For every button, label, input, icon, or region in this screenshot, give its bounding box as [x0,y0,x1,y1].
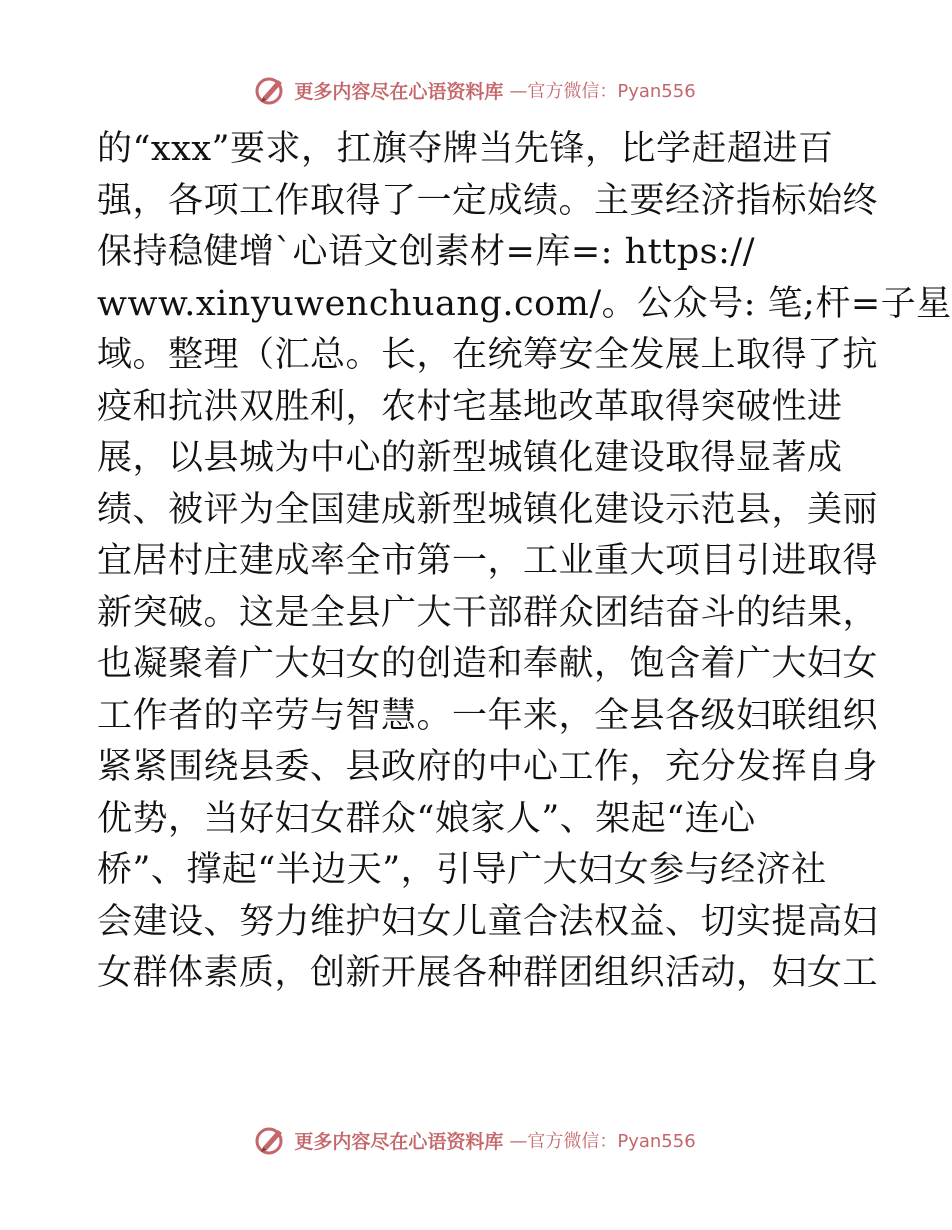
text-line: 绩、被评为全国建成新型城镇化建设示范县，美丽 [97,489,879,530]
text-line: 保持稳健增ˋ心语文创素材=库=: https:// [97,232,755,272]
footer-banner [0,1120,950,1160]
text-line: 女群体素质，创新开展各种群团组织活动，妇女工 [97,953,879,993]
footer-banner-title: 更多内容尽在心语资料库 [294,1130,504,1153]
pen-circle-icon [254,75,288,105]
text-line: 强，各项工作取得了一定成绩。主要经济指标始终 [97,180,879,221]
header-banner-title: 更多内容尽在心语资料库 [294,80,504,103]
text-line: 疫和抗洪双胜利，农村宅基地改革取得突破性进 [97,386,843,427]
text-line: 紧紧围绕县委、县政府的中心工作，充分发挥自身 [97,747,879,787]
text-line: 宜居村庄建成率全市第一，工业重大项目引进取得 [97,541,879,581]
document-body [97,124,952,1000]
pen-circle-icon [254,1125,288,1155]
text-line: 新突破。这是全县广大干部群众团结奋斗的结果， [97,592,879,633]
header-banner [0,70,950,110]
header-banner-wechat: —官方微信：Pyan556 [509,81,696,102]
text-line: 工作者的辛劳与智慧。一年来，全县各级妇联组织 [97,695,879,736]
text-line: 域。整理（汇总。长，在统筹安全发展上取得了抗 [97,335,879,375]
text-line: 展，以县城为中心的新型城镇化建设取得显著成 [97,438,843,478]
text-line: www.xinyuwenchuang.com/。公众号: 笔;杆=子星 [97,283,952,324]
text-line: 的“xxx”要求，扛旗夺牌当先锋，比学赶超进百 [97,129,834,169]
footer-banner-wechat: —官方微信：Pyan556 [509,1131,696,1152]
text-line: 优势，当好妇女群众“娘家人”、架起“连心 [97,798,756,839]
text-line: 桥”、撑起“半边天”，引导广大妇女参与经济社 [97,850,827,890]
text-line: 也凝聚着广大妇女的创造和奉献，饱含着广大妇女 [97,644,879,684]
text-line: 会建设、努力维护妇女儿童合法权益、切实提高妇 [97,901,879,942]
